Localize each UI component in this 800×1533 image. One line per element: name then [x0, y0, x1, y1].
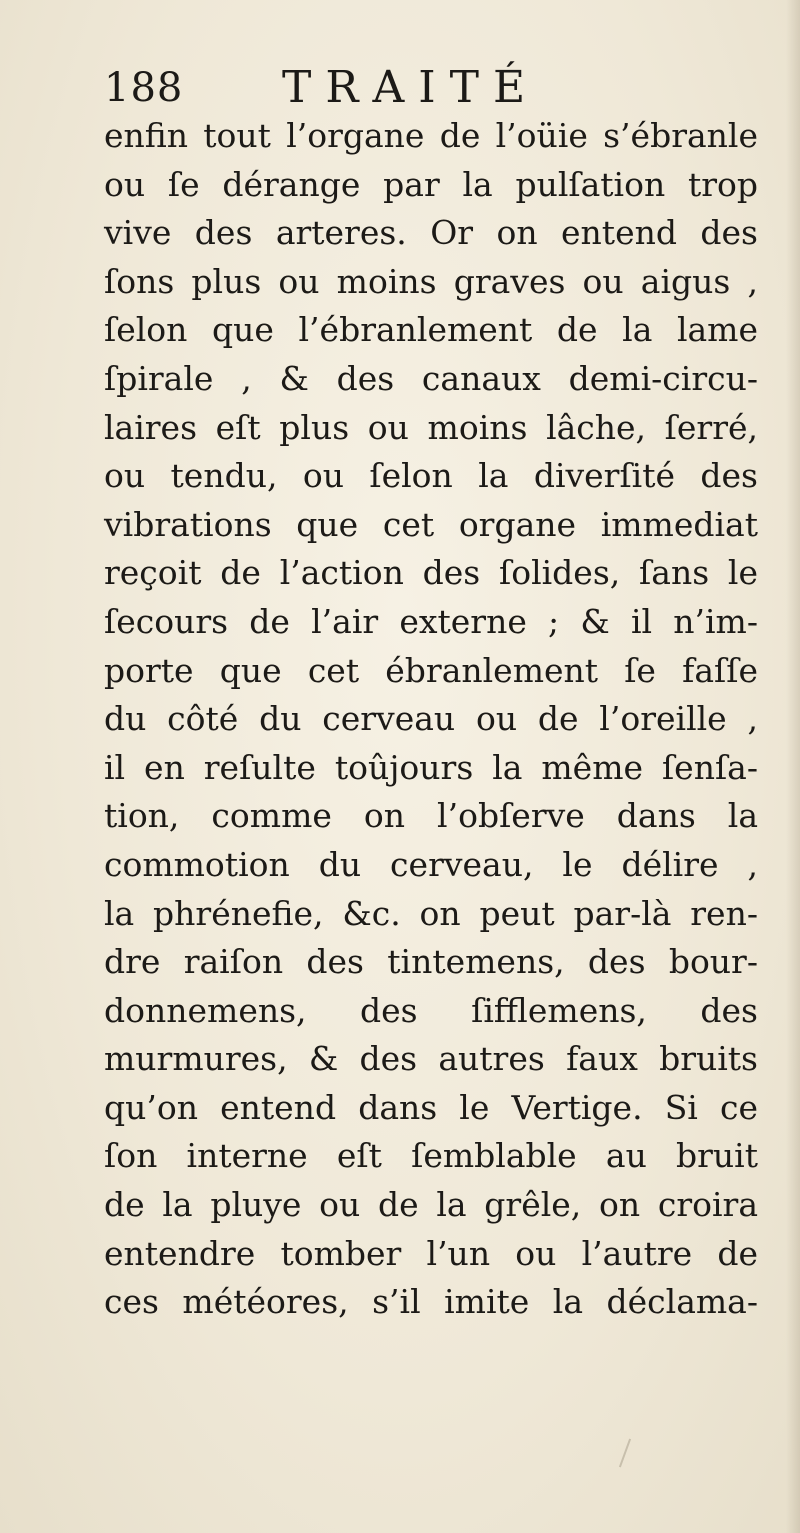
text-line: dre raiſon des tintemens, des bour-: [104, 942, 758, 982]
text-line: la phrénefie, &c. on peut par-là ren-: [104, 893, 758, 933]
text-line: entendre tomber l’un ou l’autre de: [104, 1233, 758, 1273]
text-line: ou ſe dérange par la pulſation trop: [104, 164, 758, 204]
text-line: reçoit de l’action des ſolides, ſans le: [104, 553, 758, 593]
text-line: qu’on entend dans le Vertige. Si ce: [104, 1087, 758, 1127]
text-line: du côté du cerveau ou de l’oreille ,: [104, 699, 758, 739]
text-line: ſpirale , & des canaux demi-circu-: [104, 358, 758, 398]
text-line: tion, comme on l’obſerve dans la: [104, 796, 758, 836]
text-line: donnemens, des ſifflemens, des: [104, 990, 758, 1030]
text-line: ou tendu, ou ſelon la diverſité des: [104, 456, 758, 496]
text-line: enfin tout l’organe de l’oüie s’ébranle: [104, 116, 758, 155]
page-header: [104, 58, 704, 118]
text-line: de la pluye ou de la grêle, on croira: [104, 1185, 758, 1225]
text-line: ſelon que l’ébranlement de la lame: [104, 310, 758, 350]
text-line: ſons plus ou moins graves ou aigus ,: [104, 261, 758, 301]
text-line: ſon interne eſt ſemblable au bruit: [104, 1136, 758, 1176]
page-number: 188: [104, 65, 184, 111]
paper-mark: [619, 1439, 631, 1468]
text-line: vive des arteres. Or on entend des: [104, 213, 758, 253]
running-title: TRAITÉ: [282, 62, 540, 113]
text-line: ſecours de l’air externe ; & il n’im-: [104, 601, 758, 641]
text-line: ces météores, s’il imite la déclama-: [104, 1282, 758, 1322]
text-line: il en reſulte toûjours la même ſenſa-: [104, 747, 758, 787]
text-line: porte que cet ébranlement ſe faſſe: [104, 650, 758, 690]
body-text: [104, 112, 794, 1327]
text-line: commotion du cerveau, le délire ,: [104, 844, 758, 884]
text-line: murmures, & des autres faux bruits: [104, 1039, 758, 1079]
text-line: vibrations que cet organe immediat: [104, 504, 758, 544]
text-line: laires eſt plus ou moins lâche, ſerré,: [104, 407, 758, 447]
